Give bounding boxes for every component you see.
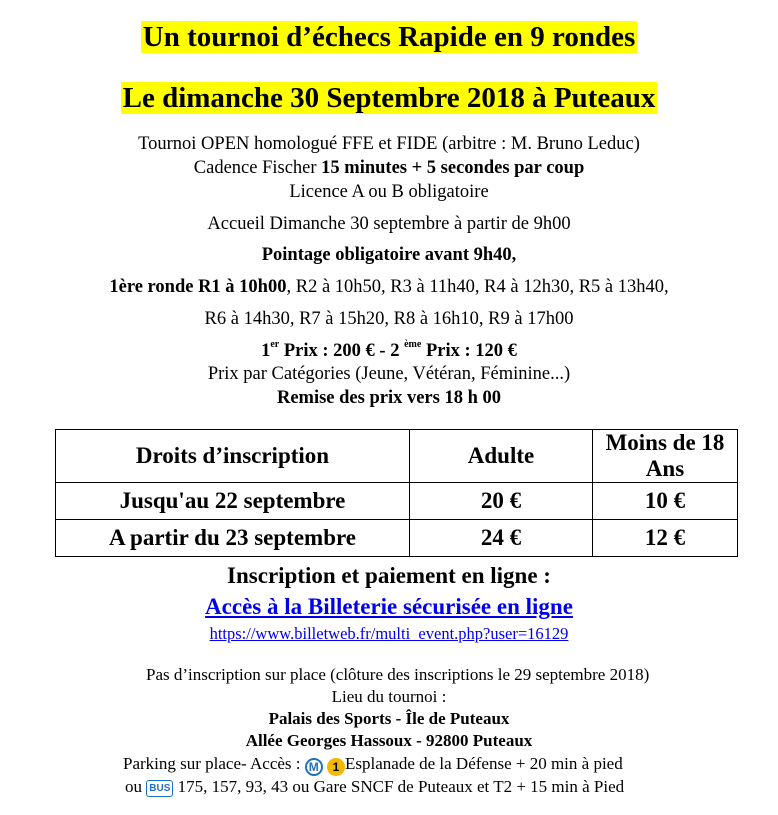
- footer-parking: [123, 753, 623, 776]
- billetweb-url-row: [0, 624, 778, 644]
- info-pointage: Pointage obligatoire avant 9h40,: [261, 245, 517, 265]
- fees-cell-adulte: 20 €: [410, 483, 593, 520]
- bus-icon: BUS: [146, 780, 173, 797]
- parking-prefix: Parking sur place- Accès :: [123, 754, 305, 773]
- footer-lieu-address: Allée Georges Hassoux - 92800 Puteaux: [245, 731, 533, 750]
- info-remise: Remise des prix vers 18 h 00: [276, 388, 502, 408]
- billeterie-link[interactable]: Accès à la Billeterie sécurisée en ligne: [205, 594, 573, 619]
- billeterie-link-row: [0, 594, 778, 620]
- inscription-heading: Inscription et paiement en ligne :: [227, 563, 551, 588]
- footer-lieu-name: Palais des Sports - Île de Puteaux: [268, 709, 510, 728]
- billetweb-url-link[interactable]: https://www.billetweb.fr/multi_event.php?user=16129: [209, 624, 569, 643]
- title-highlight-2: Le dimanche 30 Septembre 2018 à Puteaux: [122, 82, 656, 114]
- fees-header-row: [56, 430, 738, 483]
- info-rondes-1: [0, 275, 778, 299]
- title-line-1: [0, 19, 778, 55]
- info-licence: Licence A ou B obligatoire: [289, 182, 489, 202]
- metro-line-1-icon: 1: [327, 758, 345, 776]
- fees-cell-adulte: 24 €: [410, 520, 593, 557]
- parking-metro: Esplanade de la Défense + 20 min à pied: [345, 754, 623, 773]
- prix-2-text: Prix : 120 €: [421, 341, 517, 361]
- table-row: [56, 483, 738, 520]
- footer-sur-place: Pas d’inscription sur place (clôture des inscriptions le 29 septembre 2018): [146, 665, 650, 684]
- title-line-2: [0, 80, 778, 116]
- info-accueil: Accueil Dimanche 30 septembre à partir de 9h00: [207, 214, 571, 234]
- table-row: [56, 520, 738, 557]
- prix-2-sup: ème: [404, 339, 422, 350]
- title-highlight-1: Un tournoi d’échecs Rapide en 9 rondes: [142, 21, 636, 53]
- info-cadence: [0, 156, 778, 180]
- cadence-prefix: Cadence Fischer: [193, 158, 322, 178]
- cadence-bold: 15 minutes + 5 secondes par coup: [321, 158, 585, 178]
- info-prix: [0, 339, 778, 363]
- fees-cell-period: Jusqu'au 22 septembre: [56, 483, 410, 520]
- footer-lieu-label: Lieu du tournoi :: [331, 687, 447, 706]
- info-prix-categories: Prix par Catégories (Jeune, Vétéran, Féminine...): [207, 364, 571, 384]
- fees-header-adulte: Adulte: [410, 430, 593, 483]
- ronde1-bold: 1ère ronde R1 à 10h00: [109, 277, 287, 297]
- parking-bus: 175, 157, 93, 43 ou Gare SNCF de Puteaux et T2 + 15 min à Pied: [173, 777, 625, 796]
- fees-cell-period: A partir du 23 septembre: [56, 520, 410, 557]
- fees-header-moins18: Moins de 18 Ans: [593, 430, 738, 483]
- prix-1-num: 1: [261, 341, 271, 361]
- bus-ou: ou: [125, 777, 147, 796]
- info-open: Tournoi OPEN homologué FFE et FIDE (arbitre : M. Bruno Leduc): [138, 134, 640, 154]
- prix-1-sup: er: [270, 339, 280, 350]
- fees-cell-moins18: 12 €: [593, 520, 738, 557]
- info-rondes-2: R6 à 14h30, R7 à 15h20, R8 à 16h10, R9 à 17h00: [204, 309, 574, 329]
- fees-cell-moins18: 10 €: [593, 483, 738, 520]
- fees-header-droits: Droits d’inscription: [56, 430, 410, 483]
- prix-1-text: Prix : 200 € - 2: [279, 341, 405, 361]
- fees-table: [55, 429, 738, 557]
- footer-bus: [125, 776, 624, 798]
- ronde1-rest: , R2 à 10h50, R3 à 11h40, R4 à 12h30, R5 à 13h40,: [286, 277, 669, 297]
- metro-icon: M: [305, 758, 323, 776]
